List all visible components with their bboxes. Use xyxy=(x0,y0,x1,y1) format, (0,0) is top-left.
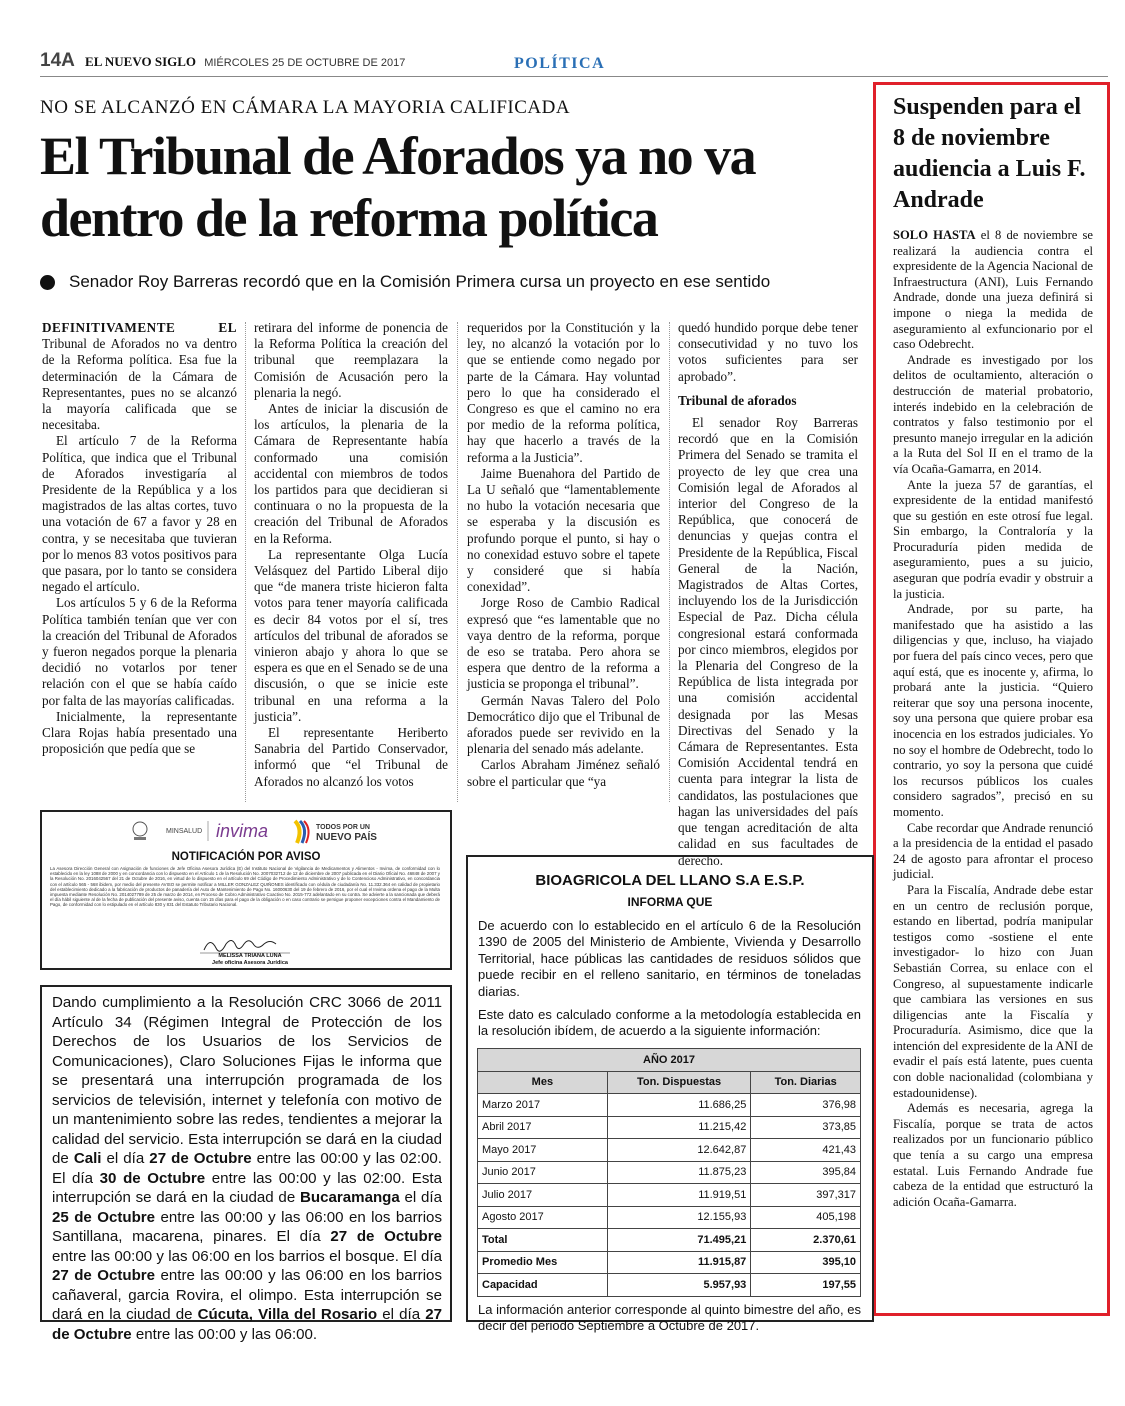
table-header-row xyxy=(478,1071,861,1094)
notice-text: el día xyxy=(399,1189,442,1206)
page-number: 14A xyxy=(40,50,75,71)
paragraph: El representante Heriberto Sanabria del Partido Conservador, informó que “el Tribunal de Aforados no alcanzó los votos xyxy=(254,725,448,789)
table-cell: Abril 2017 xyxy=(478,1116,608,1139)
table-cell: Capacidad xyxy=(478,1274,608,1297)
table-row xyxy=(478,1094,861,1117)
table-cell: 71.495,21 xyxy=(607,1229,751,1252)
company-name: BIOAGRICOLA DEL LLANO S.A E.S.P. xyxy=(535,872,805,889)
table-body xyxy=(478,1094,861,1297)
notice-text: el día xyxy=(377,1306,426,1323)
table-cell: 12.642,87 xyxy=(607,1139,751,1162)
table-row xyxy=(478,1139,861,1162)
waste-table xyxy=(477,1048,861,1297)
paragraph: Ante la jueza 57 de garantías, el expresidente de la entidad manifestó que su gestión en este otrosí fue legal. Sin embargo, la Contraloría y la Procuraduría piden medida de aseguramiento, pues a su juicio, aseguran que podría evadir y obstruir a la justicia. xyxy=(893,477,1093,601)
table-cell: 2.370,61 xyxy=(751,1229,861,1252)
notice-text: entre las 00:00 y las 06:00 en los barrios Santillana, macarena, pinares. El día xyxy=(52,1208,442,1245)
paragraph: Además es necesaria, agrega la Fiscalía, porque se trata de actos realizados por un funcionario público que tenía a su cargo una empresa estatal. Luis Fernando Andrade fue cabeza de la entidad que estructuró la adición Ocaña-Gamarra. xyxy=(893,1101,1093,1209)
table-cell: 11.919,51 xyxy=(607,1184,751,1207)
emphasis-text: 30 de Octubre xyxy=(99,1169,206,1187)
article-column-4 xyxy=(678,320,858,869)
table-cell: Mayo 2017 xyxy=(478,1139,608,1162)
table-cell: 395,10 xyxy=(751,1251,861,1274)
paragraph: SOLO HASTA el 8 de noviembre se realizará la audiencia contra el expresidente de la Agencia Nacional de Infraestructura (ANI), Luis Fernando Andrade, donde una jueza definirá si impone o niega la medida de aseguramiento al exfuncionario por el caso Odebrecht. xyxy=(893,228,1093,352)
column-divider xyxy=(457,322,458,802)
table-cell: Marzo 2017 xyxy=(478,1094,608,1117)
table-cell: 11.875,23 xyxy=(607,1161,751,1184)
sidebar-body xyxy=(893,228,1093,1210)
table-row xyxy=(478,1116,861,1139)
notice-logos xyxy=(120,815,440,855)
table-cell: Promedio Mes xyxy=(478,1251,608,1274)
slogan-line-1: TODOS POR UN xyxy=(316,824,370,831)
emphasis-text: 25 de Octubre xyxy=(52,1208,156,1226)
paragraph: Los artículos 5 y 6 de la Reforma Política también tenían que ver con la creación del Tribunal de Aforados y fueron negados porque la plenaria decidió no votarlos por tener relación con el que se había caído por falta de las mayorías calificadas. xyxy=(42,595,237,708)
issue-date: MIÉRCOLES 25 DE OCTUBRE DE 2017 xyxy=(204,57,406,69)
table-summary-row xyxy=(478,1229,861,1252)
notice-footer: La información anterior corresponde al quinto bimestre del año, es decir del periodo Septiembre a Octubre de 2017. xyxy=(478,1302,861,1334)
paper-name: EL NUEVO SIGLO xyxy=(85,54,197,69)
table-summary-row xyxy=(478,1274,861,1297)
paragraph: DEFINITIVAMENTE EL Tribunal de Aforados no va dentro de la Reforma política. Esa fue la determinación de la Cámara de Representantes, pues no se alcanzó la mayoría calificada que se necesitaba. xyxy=(42,320,237,433)
emphasis-text: 27 de Octubre xyxy=(52,1267,156,1284)
table-row xyxy=(478,1206,861,1229)
notice-paragraph: De acuerdo con lo establecido en el artículo 6 de la Resolución 1390 de 2005 del Ministerio de Ambiente, Vivienda y Desarrollo Territorial, hace públicas las cantidades de residuos sólidos que puede recibir en el relleno sanitario, en términos de toneladas diarias. xyxy=(478,918,861,999)
subheading: Tribunal de aforados xyxy=(678,392,797,408)
notice-text: Dando cumplimiento a la Resolución CRC 3066 de 2011 Artículo 34 (Régimen Integral de Protección de los Derechos de los Usuarios de los Servicios de Comunicaciones), Claro Soluciones Fijas le informa que se presentará una interrupción programada de los servicios de televisión, internet y telefonía con motivo de un mantenimiento sobre las redes, tendientes a mejorar la calidad del servicio. Esta interrupción se dará en la ciudad de xyxy=(52,994,442,1167)
emphasis-text: 27 de Octubre xyxy=(330,1228,442,1245)
table-column-header: Ton. Diarias xyxy=(751,1071,861,1094)
table-cell: 197,55 xyxy=(751,1274,861,1297)
signer-block xyxy=(150,953,350,967)
table-cell: 405,198 xyxy=(751,1206,861,1229)
paragraph: quedó hundido porque debe tener consecutividad y no tuvo los votos suficientes para ser aprobado”. xyxy=(678,320,858,384)
notice-subtitle: INFORMA QUE xyxy=(627,895,713,909)
signer-name: MELISSA TRIANA LUNA xyxy=(218,953,282,959)
paragraph: Inicialmente, la representante Clara Rojas había presentado una proposición que pedía que se xyxy=(42,708,237,757)
lead-in: DEFINITIVAMENTE EL xyxy=(42,320,237,335)
notice-text: entre las 00:00 y las 06:00 en los barrios el bosque. El día xyxy=(52,1247,442,1265)
table-cell: Junio 2017 xyxy=(478,1161,608,1184)
header-rule xyxy=(40,76,1108,77)
emphasis-text: Cúcuta, Villa del Rosario xyxy=(197,1306,378,1323)
notice-text: el día xyxy=(101,1150,150,1167)
table-cell: 11.915,87 xyxy=(607,1251,751,1274)
table-cell: 376,98 xyxy=(751,1094,861,1117)
table-cell: 421,43 xyxy=(751,1139,861,1162)
notice-paragraph: Este dato es calculado conforme a la metodología establecida en la resolución ibídem, de acuerdo a la siguiente información: xyxy=(478,1007,861,1039)
paragraph: Antes de iniciar la discusión de los artículos, la plenaria de la Cámara de Representante había conformado una comisión accidental con miembros de todos los partidos para que decidieran si continuara o no la propuesta de la creación del Tribunal de Aforados en la Reforma. xyxy=(254,401,448,546)
notice-title: NOTIFICACIÓN POR AVISO xyxy=(171,851,321,863)
table-cell: 11.686,25 xyxy=(607,1094,751,1117)
minsalud-logo: MINSALUD xyxy=(166,828,203,835)
article-column-1 xyxy=(42,320,237,757)
coat-of-arms-icon xyxy=(133,822,147,840)
paragraph: Jorge Roso de Cambio Radical expresó que “es lamentable que no vaya dentro de la reforma, porque de eso se trataba. Pero ahora se espera que dentro de la reforma a justicia se proponga el tribunal”. xyxy=(467,595,660,692)
emphasis-text: Cali xyxy=(73,1150,102,1167)
emphasis-text: Bucaramanga xyxy=(299,1189,400,1206)
article-headline: El Tribunal de Aforados ya no va dentro de la reforma política xyxy=(40,126,756,248)
table-row xyxy=(478,1184,861,1207)
paragraph: Jaime Buenahora del Partido de La U señaló que “lamentablemente no hubo la votación necesaria que se esperaba y la discusión es profundo porque el punto, si hay o no conexidad estuvo sobre el tapete y consideré que si había conexidad”. xyxy=(467,465,660,595)
article-deck xyxy=(40,272,870,292)
colombia-flag-icon xyxy=(295,821,309,843)
slogan-line-2: NUEVO PAÍS xyxy=(316,832,377,843)
paragraph: La representante Olga Lucía Velásquez del Partido Liberal dijo que “de manera triste hicieron falta votos para tener mayoría calificada es decir 84 votos por el sí, tres artículos del tribunal de aforados se vinieron abajo y ahora lo que se espera es que en el Senado se de una discusión, o que se inicie este tribunal en una reforma a la justicia”. xyxy=(254,546,448,724)
article-column-2 xyxy=(254,320,448,790)
service-notice-text xyxy=(52,993,442,1344)
invima-logo: invima xyxy=(216,821,269,841)
notice-text: entre las 00:00 y las 02:00. Esta interrupción se dará en la ciudad de xyxy=(52,1169,442,1206)
notice-text: entre las 00:00 y las 02:00. El día xyxy=(52,1150,442,1187)
table-cell: Agosto 2017 xyxy=(478,1206,608,1229)
table-column-header: Mes xyxy=(478,1071,608,1094)
table-cell: Total xyxy=(478,1229,608,1252)
paragraph: Andrade es investigado por los delitos de ocultamiento, alteración o destrucción de material probatorio, interés indebido en la celebración de contratos y falso testimonio por el presunto manejo irregular en la adición a la Ruta del Sol II en el tramo de la vía Ocaña-Gamarra, en 2014. xyxy=(893,352,1093,476)
paragraph: retirara del informe de ponencia de la Reforma Política la creación del tribunal que reemplazara la Comisión de Acusación pero la plenaria la negó. xyxy=(254,320,448,400)
table-cell: 395,84 xyxy=(751,1161,861,1184)
paragraph: Carlos Abraham Jiménez señaló sobre el particular que “ya xyxy=(467,757,660,789)
column-divider xyxy=(669,322,670,802)
deck-text: Senador Roy Barreras recordó que en la Comisión Primera cursa un proyecto en ese sentido xyxy=(69,272,771,291)
table-cell: 11.215,42 xyxy=(607,1116,751,1139)
paragraph: Germán Navas Talero del Polo Democrático dijo que el Tribunal de aforados puede ser revivido en la plenaria del senado más adelante. xyxy=(467,692,660,757)
table-summary-row xyxy=(478,1251,861,1274)
article-kicker: NO SE ALCANZÓ EN CÁMARA LA MAYORIA CALIFICADA xyxy=(40,97,571,118)
section-name: POLÍTICA xyxy=(514,55,606,72)
paragraph: Andrade, por su parte, ha manifestado que ha asistido a las diligencias y que, incluso, ha viajado por fuera del país cinco veces, pero que aquí está, que es inocente y, afirma, lo probará ante la justicia. “Quiero reiterar que soy una persona inocente, soy una persona que quiere probar esa inocencia en los estrados judiciales. Yo no soy el hombre de Odebrecht, todo lo contrario, yo soy la persona que cuidé los recursos públicos los cuales considero sagrados”, precisó en su momento. xyxy=(893,602,1093,819)
emphasis-text: 27 de Octubre xyxy=(52,1306,443,1343)
table-column-header: Ton. Dispuestas xyxy=(607,1071,751,1094)
table-caption: AÑO 2017 xyxy=(478,1049,861,1072)
column-divider xyxy=(245,322,246,802)
sidebar-title: Suspenden para el 8 de noviembre audiencia a Luis F. Andrade xyxy=(893,94,1086,213)
paragraph: El senador Roy Barreras recordó que en la Comisión Primera del Senado se tramita el proyecto de ley que crea una Comisión legal de Aforados al interior del Congreso de la República, que conocerá de denuncias y quejas contra el Presidente de la República, Fiscal General de la Nación, Magistrados de Altas Cortes, incluyendo los de la Jurisdicción Especial de Paz. Dicha célula congresional estará conformada por cinco miembros, elegidos por la Plenaria del Congreso de la República de lista integrada por una comisión accidental designada por las Mesas Directivas del Senado y la Cámara de Representantes. Esta Comisión Accidental tendrá en cuenta para integrar la lista de candidatos, las postulaciones que hagan las universidades del país que tengan acreditación de alta calidad en sus facultades de derecho. xyxy=(678,415,858,868)
table-cell: 5.957,93 xyxy=(607,1274,751,1297)
paragraph: El artículo 7 de la Reforma Política, que indica que el Tribunal de Aforados investigaría al Presidente de la República y a los magistrados de las altas cortes, tuvo una votación de 67 a favor y 28 en contra, y se necesitaba que tuvieran por lo menos 83 votos positivos para que pasara, por lo tanto se considera negado el artículo. xyxy=(42,433,237,595)
paragraph: Para la Fiscalía, Andrade debe estar en un centro de reclusión porque, estando en libertad, podría manipular testigos como -sostiene el ente investigador- lo hizo con Juan Sebastián Correa, su enlace con el Congreso, al supuestamente indicarle que cambiara las versiones en sus diligencias ante la Fiscalía y Procuraduría. Asimismo, dice que la intención del expresidente de la ANI de evadir el país está latente, pues cuenta con doble nacionalidad (colombiana y estadounidense). xyxy=(893,882,1093,1100)
paragraph: requeridos por la Constitución y la ley, no alcanzó la votación por lo que se entiende como negado por parte de la Cámara. Hay voluntad pero lo que ha considerado el Congreso es que el camino no era por medio de la reforma política, hay que hacerlo a través de la reforma a la Justicia”. xyxy=(467,320,660,465)
notice-text: entre las 00:00 y las 06:00 en los barrios cañaveral, garcia Rovira, el olimpo. Esta interrupción se dará en la ciudad de xyxy=(52,1267,442,1323)
table-cell: 12.155,93 xyxy=(607,1206,751,1229)
page-folio xyxy=(40,50,405,72)
notice-body: La Asesora Dirección General con Asignación de funciones de Jefe Oficina Asesora Jurídica (E) del Instituto Nacional de Vigilancia de Medicamentos y Alimentos - Invima, de conformidad con lo establecido en la ley 1088 de 2000 y en concordancia con lo dispuesto en el Artículo 1 de la Resolución No. 2007032712 de 12 de diciembre de 2007 publicada en el Diario Oficial No. 46848 de 2007 y la Resolución No. 2016042567 del 21 de Octubre de 2016, en virtud de lo dispuesto en el artículo 69 del Código de Procedimiento Administrativo y de lo Contencioso Administrativo, en concordancia con el artículo 565 - 568 ibidem, por medio del presente AVISO se permite notificar a MILLER GONZALEZ QUIÑONES identificado con cédula de ciudadanía No. 11.332.364 en calidad de propietario del establecimiento dedicado a la fabricación de productos de panadería del Auto de Mantenimiento de Pago No. 16000630 del 19 de febrero de 2016, por el cual el Invima ordena el pago de la Multa impuesta mediante Resolución No. 2014027789 de 25 de marzo de 2014, en Proceso de Cobro Administrativo Coactivo No. 2015-772 adelantado en su contra. Se advierte a la sancionada que deberá el día hábil siguiente al de la fecha de publicación del presente aviso, cuenta con 15 días para el pago de la obligación o en caso contrario se persigue proponer excepciones contra el Mandamiento de Pago, de conformidad con lo estipulado en el artículo 830 y 831 del Estatuto Tributario Nacional. xyxy=(50,866,440,908)
article-column-3 xyxy=(467,320,660,790)
signer-title: Jefe oficina Asesora Jurídica xyxy=(212,960,288,966)
table-cell: Julio 2017 xyxy=(478,1184,608,1207)
notice-text: entre las 00:00 y las 06:00. xyxy=(131,1325,318,1343)
lead-in: SOLO HASTA xyxy=(893,228,976,242)
table-cell: 397,317 xyxy=(751,1184,861,1207)
bullet-icon xyxy=(40,275,55,290)
table-row xyxy=(478,1161,861,1184)
emphasis-text: 27 de Octubre xyxy=(149,1150,252,1167)
table-cell: 373,85 xyxy=(751,1116,861,1139)
paragraph: Cabe recordar que Andrade renunció a la presidencia de la entidad el pasado 24 de agosto para afrontar el proceso judicial. xyxy=(893,820,1093,882)
